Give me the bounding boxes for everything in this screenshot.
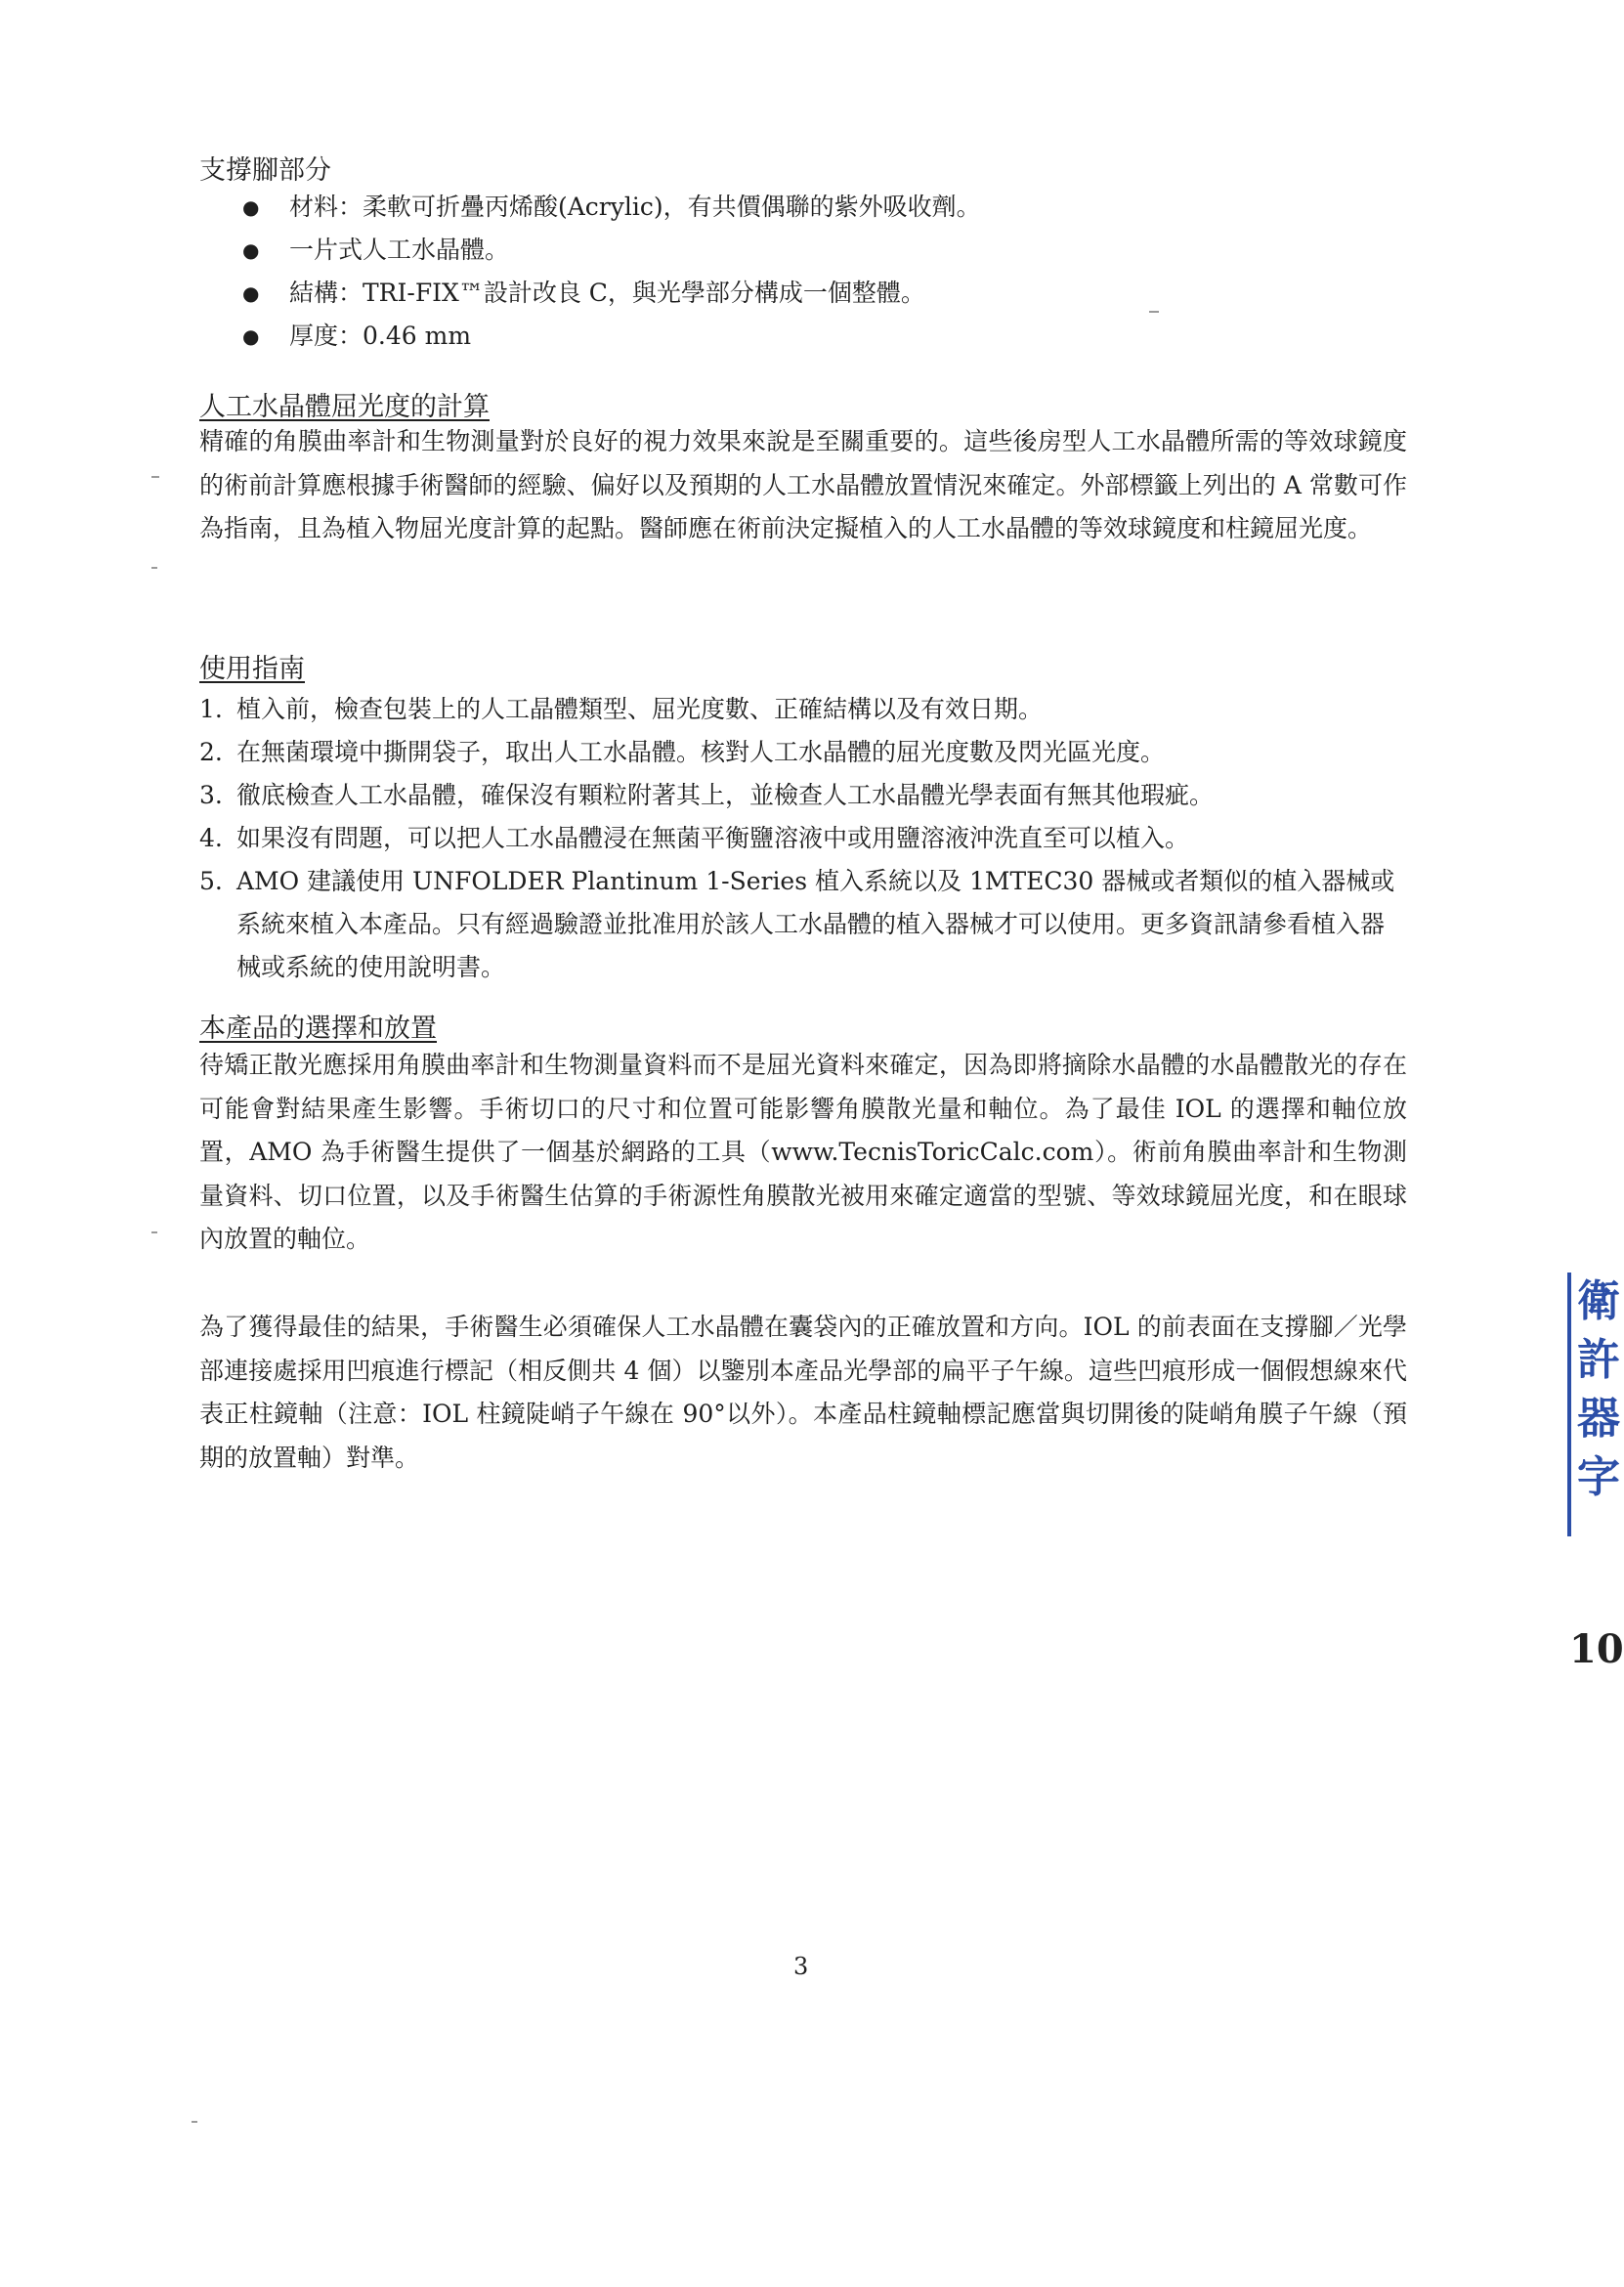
- scan-speck: [192, 2121, 197, 2123]
- bullet-list-haptics: [242, 186, 1317, 358]
- bullet-item: ● 厚度：0.46 mm: [242, 315, 1317, 358]
- bullet-icon: ●: [242, 324, 260, 348]
- section-heading-selection: 本產品的選擇和放置: [199, 1014, 437, 1044]
- paragraph-power: 精確的角膜曲率計和生物測量對於良好的視力效果來說是至關重要的。這些後房型人工水晶體所需的等效球鏡度的術前計算應根據手術醫師的經驗、偏好以及預期的人工水晶體放置情況來確定。外部標籤上列出的 A 常數可作為指南，且為植入物屈光度計算的起點。醫師應在術前決定擬植入的人工水晶體的等效球鏡度和柱鏡屈光度。: [199, 427, 1407, 542]
- paragraph-selection-1: 待矯正散光應採用角膜曲率計和生物測量資料而不是屈光資料來確定，因為即將摘除水晶體的水晶體散光的存在可能會對結果產生影響。手術切口的尺寸和位置可能影響角膜散光量和軸位。為了最佳 IOL 的選擇和軸位放置，AMO 為手術醫生提供了一個基於網路的工具（www.TecnisToricCalc.com）。術前角膜曲率計和生物測量資料、切口位置，以及手術醫生估算的手術源性角膜散光被用來確定適當的型號、等效球鏡屈光度，和在眼球內放置的軸位。: [199, 1051, 1407, 1253]
- scan-speck: [151, 1231, 157, 1233]
- registration-stamp: 衛 許 器 字: [1567, 1273, 1622, 1536]
- bullet-item: ● 一片式人工水晶體。: [242, 229, 1317, 272]
- scan-speck: [151, 567, 157, 569]
- bullet-icon: ●: [242, 281, 260, 305]
- bullet-icon: ●: [242, 195, 260, 219]
- step-list-directions: [199, 688, 1407, 989]
- bullet-item: ● 結構：TRI-FIX™設計改良 C，與光學部分構成一個整體。: [242, 272, 1317, 315]
- list-item: 3. 徹底檢查人工水晶體，確保沒有顆粒附著其上，並檢查人工水晶體光學表面有無其他瑕疵。: [199, 781, 1215, 809]
- section-heading-power: 人工水晶體屈光度的計算: [199, 392, 490, 422]
- section-heading-haptics: 支撐腳部分: [199, 155, 331, 186]
- bullet-icon: ●: [242, 238, 260, 262]
- page-number: 3: [793, 1953, 809, 1980]
- bullet-item: ● 材料：柔軟可折疊丙烯酸(Acrylic)，有共價偶聯的紫外吸收劑。: [242, 186, 1317, 229]
- list-item: 4. 如果沒有問題，可以把人工水晶體浸在無菌平衡鹽溶液中或用鹽溶液沖洗直至可以植入。: [199, 824, 1190, 852]
- list-item: 5. AMO 建議使用 UNFOLDER Plantinum 1-Series 植入系統以及 1MTEC30 器械或者類似的植入器械或系統來植入本產品。只有經過驗證並批准用於該人工水晶體的植入器械才可以使用。更多資訊請參看植入器械或系統的使用說明書。: [199, 867, 1395, 981]
- section-heading-directions: 使用指南: [199, 654, 305, 684]
- list-item: 2. 在無菌環境中撕開袋子，取出人工水晶體。核對人工水晶體的屈光度數及閃光區光度。: [199, 738, 1166, 766]
- list-item: 1. 植入前，檢查包裝上的人工晶體類型、屈光度數、正確結構以及有效日期。: [199, 695, 1044, 723]
- scan-speck: [1149, 311, 1159, 313]
- scan-speck: [151, 476, 159, 478]
- edge-page-number: 10: [1569, 1626, 1624, 1672]
- paragraph-selection-2: 為了獲得最佳的結果，手術醫生必須確保人工水晶體在囊袋內的正確放置和方向。IOL 的前表面在支撐腳／光學部連接處採用凹痕進行標記（相反側共 4 個）以鑒別本產品光學部的扁平子午線。這些凹痕形成一個假想線來代表正柱鏡軸（注意：IOL 柱鏡陡峭子午線在 90°以外）。本產品柱鏡軸標記應當與切開後的陡峭角膜子午線（預期的放置軸）對準。: [199, 1313, 1407, 1472]
